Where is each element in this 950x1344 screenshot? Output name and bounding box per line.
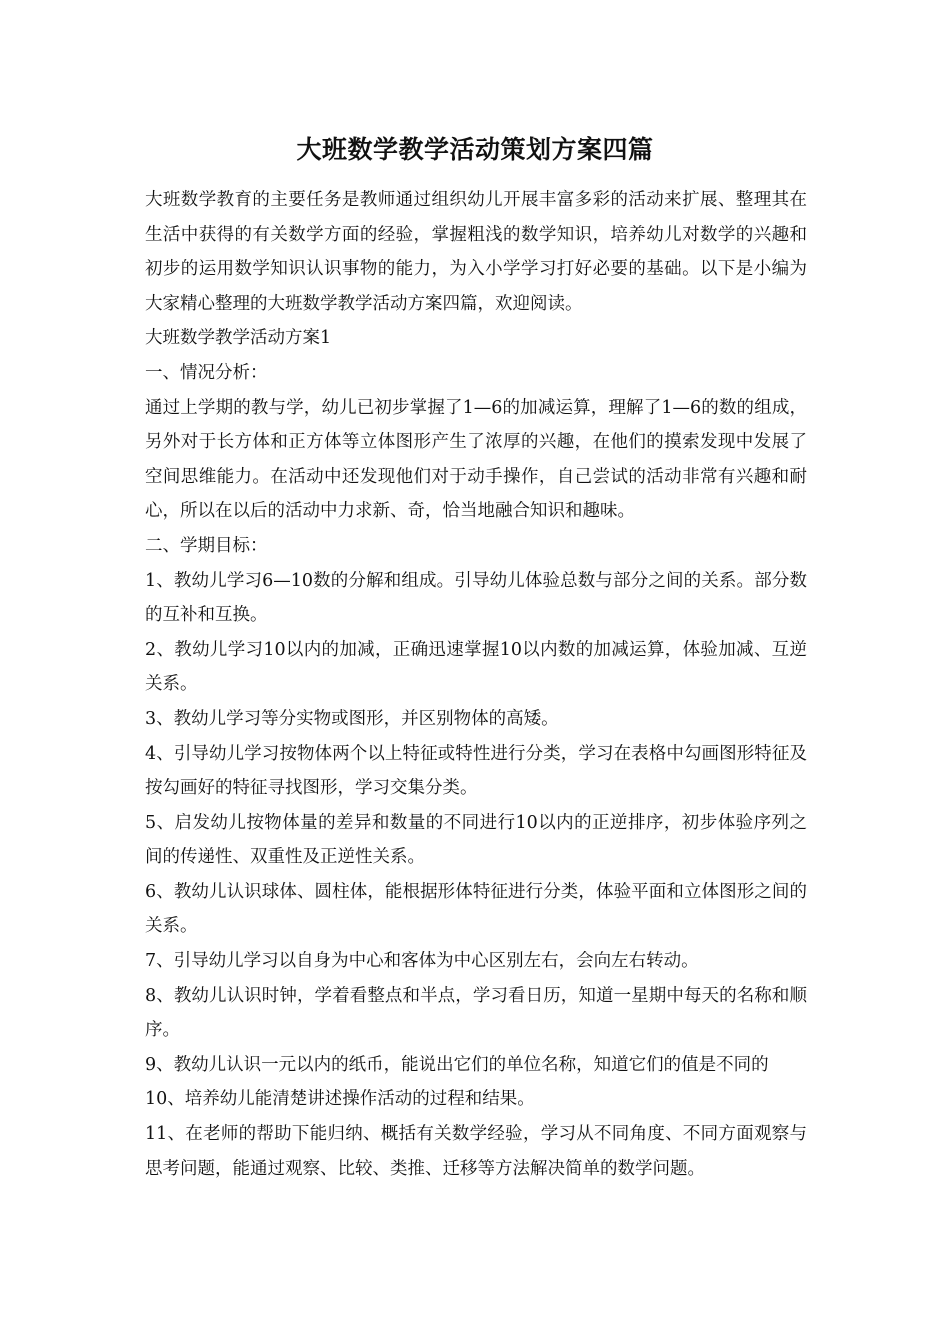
goal-item: 3、教幼儿学习等分实物或图形，并区别物体的高矮。	[145, 708, 559, 729]
heading-semester-goals: 二、学期目标：	[145, 535, 268, 556]
goal-item: 7、引导幼儿学习以自身为中心和客体为中心区别左右，会向左右转动。	[145, 951, 699, 972]
heading-situation-analysis: 一、情况分析：	[145, 362, 268, 383]
goal-item: 8、教幼儿认识时钟，学着看整点和半点，学习看日历，知道一星期中每天的名称和顺序。	[145, 985, 807, 1041]
goal-item: 10、培养幼儿能清楚讲述操作活动的过程和结果。	[145, 1089, 535, 1110]
goal-item: 6、教幼儿认识球体、圆柱体，能根据形体特征进行分类，体验平面和立体图形之间的关系。	[145, 881, 807, 937]
intro-paragraph: 大班数学教育的主要任务是教师通过组织幼儿开展丰富多彩的活动来扩展、整理其在生活中获得的有关数学方面的经验，掌握粗浅的数学知识，培养幼儿对数学的兴趣和初步的运用数学知识认识事物的能力，为入小学学习打好必要的基础。以下是小编为大家精心整理的大班数学教学活动方案四篇，欢迎阅读。	[145, 190, 807, 314]
goal-item: 2、教幼儿学习10以内的加减，正确迅速掌握10以内数的加减运算，体验加减、互逆关系。	[145, 639, 807, 695]
goal-item: 4、引导幼儿学习按物体两个以上特征或特性进行分类，学习在表格中勾画图形特征及按勾画好的特征寻找图形，学习交集分类。	[145, 743, 807, 799]
document-body	[145, 183, 807, 1186]
goal-item: 1、教幼儿学习6—10数的分解和组成。引导幼儿体验总数与部分之间的关系。部分数的互补和互换。	[145, 570, 807, 626]
goal-item: 11、在老师的帮助下能归纳、概括有关数学经验，学习从不同角度、不同方面观察与思考问题，能通过观察、比较、类推、迁移等方法解决简单的数学问题。	[145, 1124, 807, 1179]
goal-item: 5、启发幼儿按物体量的差异和数量的不同进行10以内的正逆排序，初步体验序列之间的传递性、双重性及正逆性关系。	[145, 812, 807, 868]
situation-analysis-paragraph: 通过上学期的教与学，幼儿已初步掌握了1—6的加减运算，理解了1—6的数的组成，另外对于长方体和正方体等立体图形产生了浓厚的兴趣，在他们的摸索发现中发展了空间思维能力。在活动中还发现他们对于动手操作，自己尝试的活动非常有兴趣和耐心，所以在以后的活动中力求新、奇，恰当地融合知识和趣味。	[145, 397, 807, 522]
document-title: 大班数学教学活动策划方案四篇	[296, 135, 654, 164]
goal-item: 9、教幼儿认识一元以内的纸币，能说出它们的单位名称，知道它们的值是不同的	[145, 1054, 769, 1075]
section-heading-plan-1: 大班数学教学活动方案1	[145, 328, 332, 349]
